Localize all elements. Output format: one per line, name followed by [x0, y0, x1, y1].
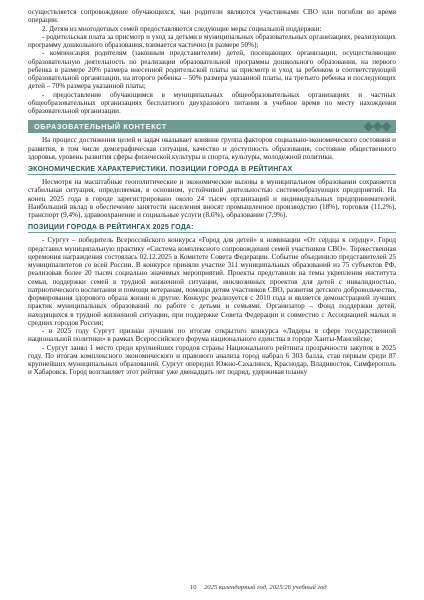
list-item-free-meals: - предоставление обучающимся в муниципальных общеобразовательных организациях и частных общеобразовательных организациях бесплатного двухразового питания в учебное время по месту нахождения образовательной организации.: [28, 90, 396, 115]
section-title: ОБРАЗОВАТЕЛЬНЫЙ КОНТЕКСТ: [34, 122, 167, 132]
top-section: [28, 8, 396, 115]
subhead-ratings: ПОЗИЦИИ ГОРОДА В РЕЙТИНГАХ 2025 ГОДА:: [28, 221, 396, 233]
rating-item-city-for-children: - Сургут – победитель Всероссийского конкурса «Город для детей» в номинации «От сердца к сердцу». Город представил муниципальную практику «Система комплексного сопровождения семей участников СВО». Торжественная церемония награждения состоялась 02.12.2025 в Комитете Совета Федерации. Событие объединило представителей 25 муниципалитетов со всей России. В конкурсе приняли участие 311 муниципальных образований из 75 субъектов РФ, реализовав более 20 тысяч социально значимых мероприятий. Проекты представили на темы укрепления института семьи, поддержки семей в трудной жизненной ситуации, инклюзивных проектов для детей с инвалидностью, патриотического воспитания и помощи ветеранам, помощи детям участников СВО, развития детского добровольчества, формирования здорового образа жизни и другие. Конкурс реализуется с 2010 года и является демонстрацией лучших практик муниципальных образований по работе с детьми и семьями. Организатор – Фонд поддержки детей, находящихся в трудной жизненной ситуации, при поддержке Совета Федерации и совместно с Ассоциацией малых и средних городов России;: [28, 236, 396, 327]
economic-paragraph: Несмотря на масштабные геополитические и экономические вызовы в муниципальном образовании сохраняется стабильная ситуация, определяемая, в основном, устойчивой деятельностью системообразующих предприятий. На конец 2025 года в городе зарегистрировано около 24 тысяч организаций и индивидуальных предпринимателей. Наибольший вклад в обеспечение занятости населения вносят промышленное производство (18%), торговля (11,2%), транспорт (9,4%), здравоохранение и социальные услуги (8,6%), образование (7,9%).: [28, 178, 396, 219]
context-paragraph: На процесс достижения целей и задач оказывает влияние группа факторов социально-экономического состояния и развития, в том числе демографическая ситуация, качество и доступность образования, состояние общественного здоровья, уровень развития сферы физической культуры и спорта, культуры, молодежной политики.: [28, 136, 396, 161]
paragraph-continuation: осуществляется сопровождение обучающихся, чьи родители являются участниками СВО или погибли во время операции.: [28, 8, 396, 25]
list-item-parent-fee: - родительская плата за присмотр и уход за детьми в муниципальных образовательных организациях, реализующих программу дошкольного образования, взимается частично (в размере 50%);: [28, 32, 396, 49]
diamond-ornament-icon: [365, 120, 390, 133]
rating-item-procurement: - Сургут занял 1 место среди крупнейших городов страны Национального рейтинга прозрачности закупок в 2025 году. По итогам комплексного экономического и правового анализа город набрал 6 303 балла, став первым среди 87 крупнейших муниципальных образований. Сургут опередил Южно-Сахалинск, Краснодар, Владивосток, Симферополь и Хабаровск. Город возглавляет этот рейтинг уже двенадцать лет подряд, удерживая планку: [28, 343, 396, 377]
subhead-economic: ЭКОНОМИЧЕСКИЕ ХАРАКТЕРИСТИКИ. ПОЗИЦИИ ГОРОДА В РЕЙТИНГАХ: [28, 163, 396, 175]
footer-text: 2025 календарный год, 2025/26 учебный год: [204, 584, 327, 591]
section-header-education-context: [28, 120, 396, 133]
page-number: 10: [190, 584, 197, 591]
document-page: [28, 8, 396, 377]
rating-item-national-policy: - в 2025 году Сургут признан лучшим по итогам открытого конкурса «Лидеры в сфере государственной национальной политики» в рамках Всероссийского форума национального единства в городе Ханты-Мансийске;: [28, 327, 396, 344]
list-item-compensation: - компенсация родителям (законным представителям) детей, посещающих организации, осуществляющие образовательную деятельность по реализации образовательной программы дошкольного образования, на первого ребенка в размере 20% размера внесенной родительской платы за присмотр и уход за ребенком в соответствующей образовательной организации, на второго ребенка – 50% размера указанной платы, на третьего ребенка и последующих детей – 70% размера указанной платы;: [28, 49, 396, 91]
paragraph-large-families: 2. Детям из многодетных семей предоставляются следующие меры социальной поддержки:: [42, 24, 322, 33]
